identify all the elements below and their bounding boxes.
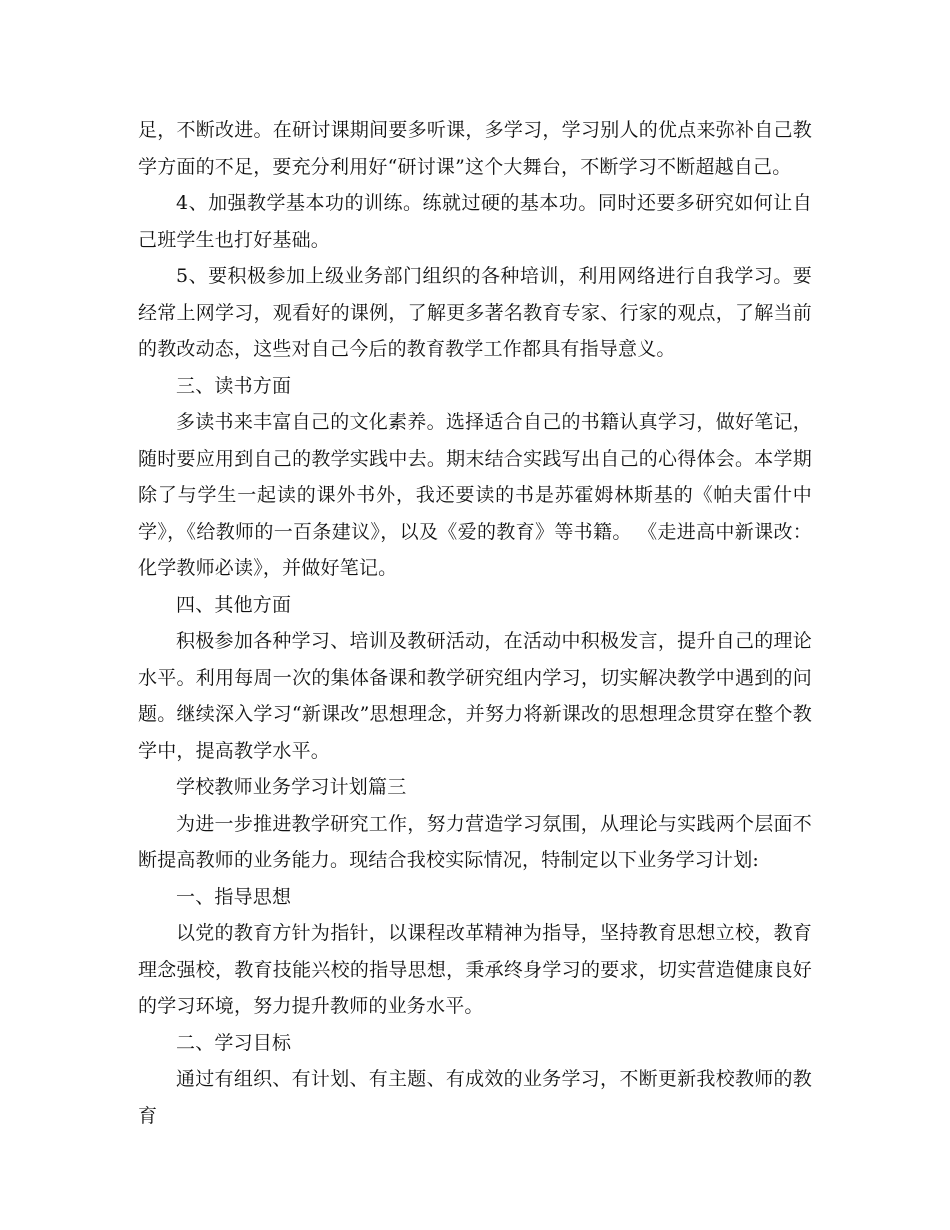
document-body bbox=[138, 112, 812, 1134]
section-heading-goals: 二、学习目标 bbox=[176, 1031, 292, 1054]
section-heading-other: 四、其他方面 bbox=[176, 593, 292, 616]
paragraph-other: 积极参加各种学习、培训及教研活动，在活动中积极发言，提升自己的理论水平。利用每周一次的集体备课和教学研究组内学习，切实解决教学中遇到的问题。继续深入学习“新课改”思想理念，并努力将新课改的思想理念贯穿在整个教学中，提高教学水平。 bbox=[138, 630, 812, 762]
paragraph-guiding: 以党的教育方针为指针，以课程改革精神为指导，坚持教育思想立校，教育理念强校，教育技能兴校的指导思想，秉承终身学习的要求，切实营造健康良好的学习环境，努力提升教师的业务水平。 bbox=[138, 922, 812, 1017]
paragraph-reading: 多读书来丰富自己的文化素养。选择适合自己的书籍认真学习，做好笔记，随时要应用到自己的教学实践中去。期末结合实践写出自己的心得体会。本学期除了与学生一起读的课外书外，我还要读的书是苏霍姆林斯基的《帕夫雷什中学》，《给教师的一百条建议》，以及《爱的教育》等书籍。 《走进高中新课改：化学教师必读》，并做好笔记。 bbox=[138, 411, 812, 579]
paragraph-intro: 为进一步推进教学研究工作，努力营造学习氛围，从理论与实践两个层面不断提高教师的业务能力。现结合我校实际情况，特制定以下业务学习计划: bbox=[138, 812, 812, 871]
section-heading-reading: 三、读书方面 bbox=[176, 374, 292, 397]
paragraph-continued: 足，不断改进。在研讨课期间要多听课，多学习，学习别人的优点来弥补自己教学方面的不足，要充分利用好“研讨课”这个大舞台，不断学习不断超越自己。 bbox=[138, 119, 812, 178]
section-heading-guiding: 一、指导思想 bbox=[176, 885, 292, 908]
paragraph-item-4: 4、加强教学基本功的训练。练就过硬的基本功。同时还要多研究如何让自己班学生也打好基础。 bbox=[138, 192, 812, 251]
paragraph-item-5: 5、要积极参加上级业务部门组织的各种培训，利用网络进行自我学习。要经常上网学习，观看好的课例，了解更多著名教育专家、行家的观点，了解当前的教改动态，这些对自己今后的教育教学工作都具有指导意义。 bbox=[138, 265, 812, 360]
paragraph-goals: 通过有组织、有计划、有主题、有成效的业务学习，不断更新我校教师的教育 bbox=[138, 1068, 812, 1127]
document-subtitle-plan-3: 学校教师业务学习计划篇三 bbox=[176, 776, 407, 798]
